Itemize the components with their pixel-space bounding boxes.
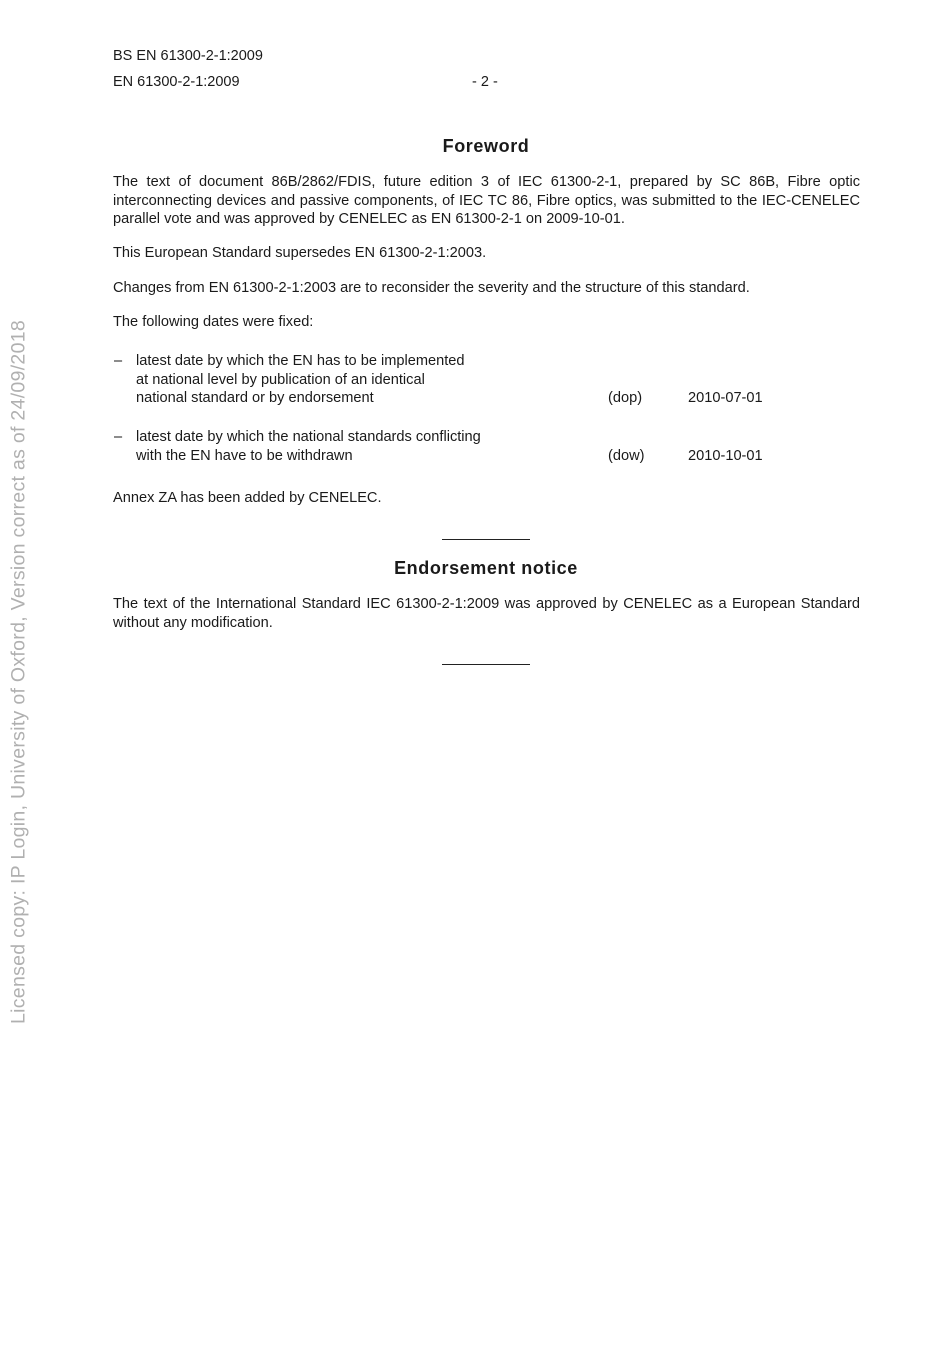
foreword-paragraph-1: The text of document 86B/2862/FDIS, future edition 3 of IEC 61300-2-1, prepared by SC 86B, Fibre optic interconnecting devices and passive components, of IEC TC 86, Fibre optics, was submitted to the IEC-CENELEC parallel vote and was approved by CENELEC as EN 61300-2-1 on 2009-10-01. bbox=[113, 174, 860, 227]
dates-item-line: national standard or by endorsement bbox=[136, 390, 374, 406]
foreword-paragraph-4: The following dates were fixed: bbox=[113, 314, 314, 330]
annex-note: Annex ZA has been added by CENELEC. bbox=[113, 490, 382, 506]
list-dash: – bbox=[114, 429, 123, 445]
endorsement-text: The text of the International Standard IEC 61300-2-1:2009 was approved by CENELEC as a European Standard without any modification. bbox=[113, 596, 860, 631]
foreword-paragraph-3: Changes from EN 61300-2-1:2003 are to reconsider the severity and the structure of this standard. bbox=[113, 280, 750, 296]
foreword-title: Foreword bbox=[442, 136, 530, 156]
dates-item-line: at national level by publication of an identical bbox=[136, 371, 425, 388]
foreword-paragraph-2: This European Standard supersedes EN 61300-2-1:2003. bbox=[113, 245, 487, 261]
section-divider bbox=[442, 539, 530, 540]
endorsement-title: Endorsement notice bbox=[394, 558, 578, 578]
en-code-header: EN 61300-2-1:2009 bbox=[113, 74, 240, 90]
page-number: - 2 - bbox=[472, 74, 498, 90]
section-divider bbox=[442, 664, 530, 665]
dates-item-line: latest date by which the EN has to be implemented bbox=[136, 353, 465, 369]
dates-item-code: (dop) bbox=[608, 390, 643, 406]
license-watermark: Licensed copy: IP Login, University of Oxford, Version correct as of 24/09/2018 bbox=[7, 319, 30, 1025]
list-dash: – bbox=[114, 353, 123, 369]
bs-code-header: BS EN 61300-2-1:2009 bbox=[113, 48, 263, 64]
dates-item-date: 2010-07-01 bbox=[688, 390, 763, 406]
dates-item-line: latest date by which the national standards conflicting bbox=[136, 429, 481, 445]
dates-item-date: 2010-10-01 bbox=[688, 447, 763, 464]
dates-item-line: with the EN have to be withdrawn bbox=[136, 447, 353, 464]
dates-item-code: (dow) bbox=[608, 447, 645, 464]
